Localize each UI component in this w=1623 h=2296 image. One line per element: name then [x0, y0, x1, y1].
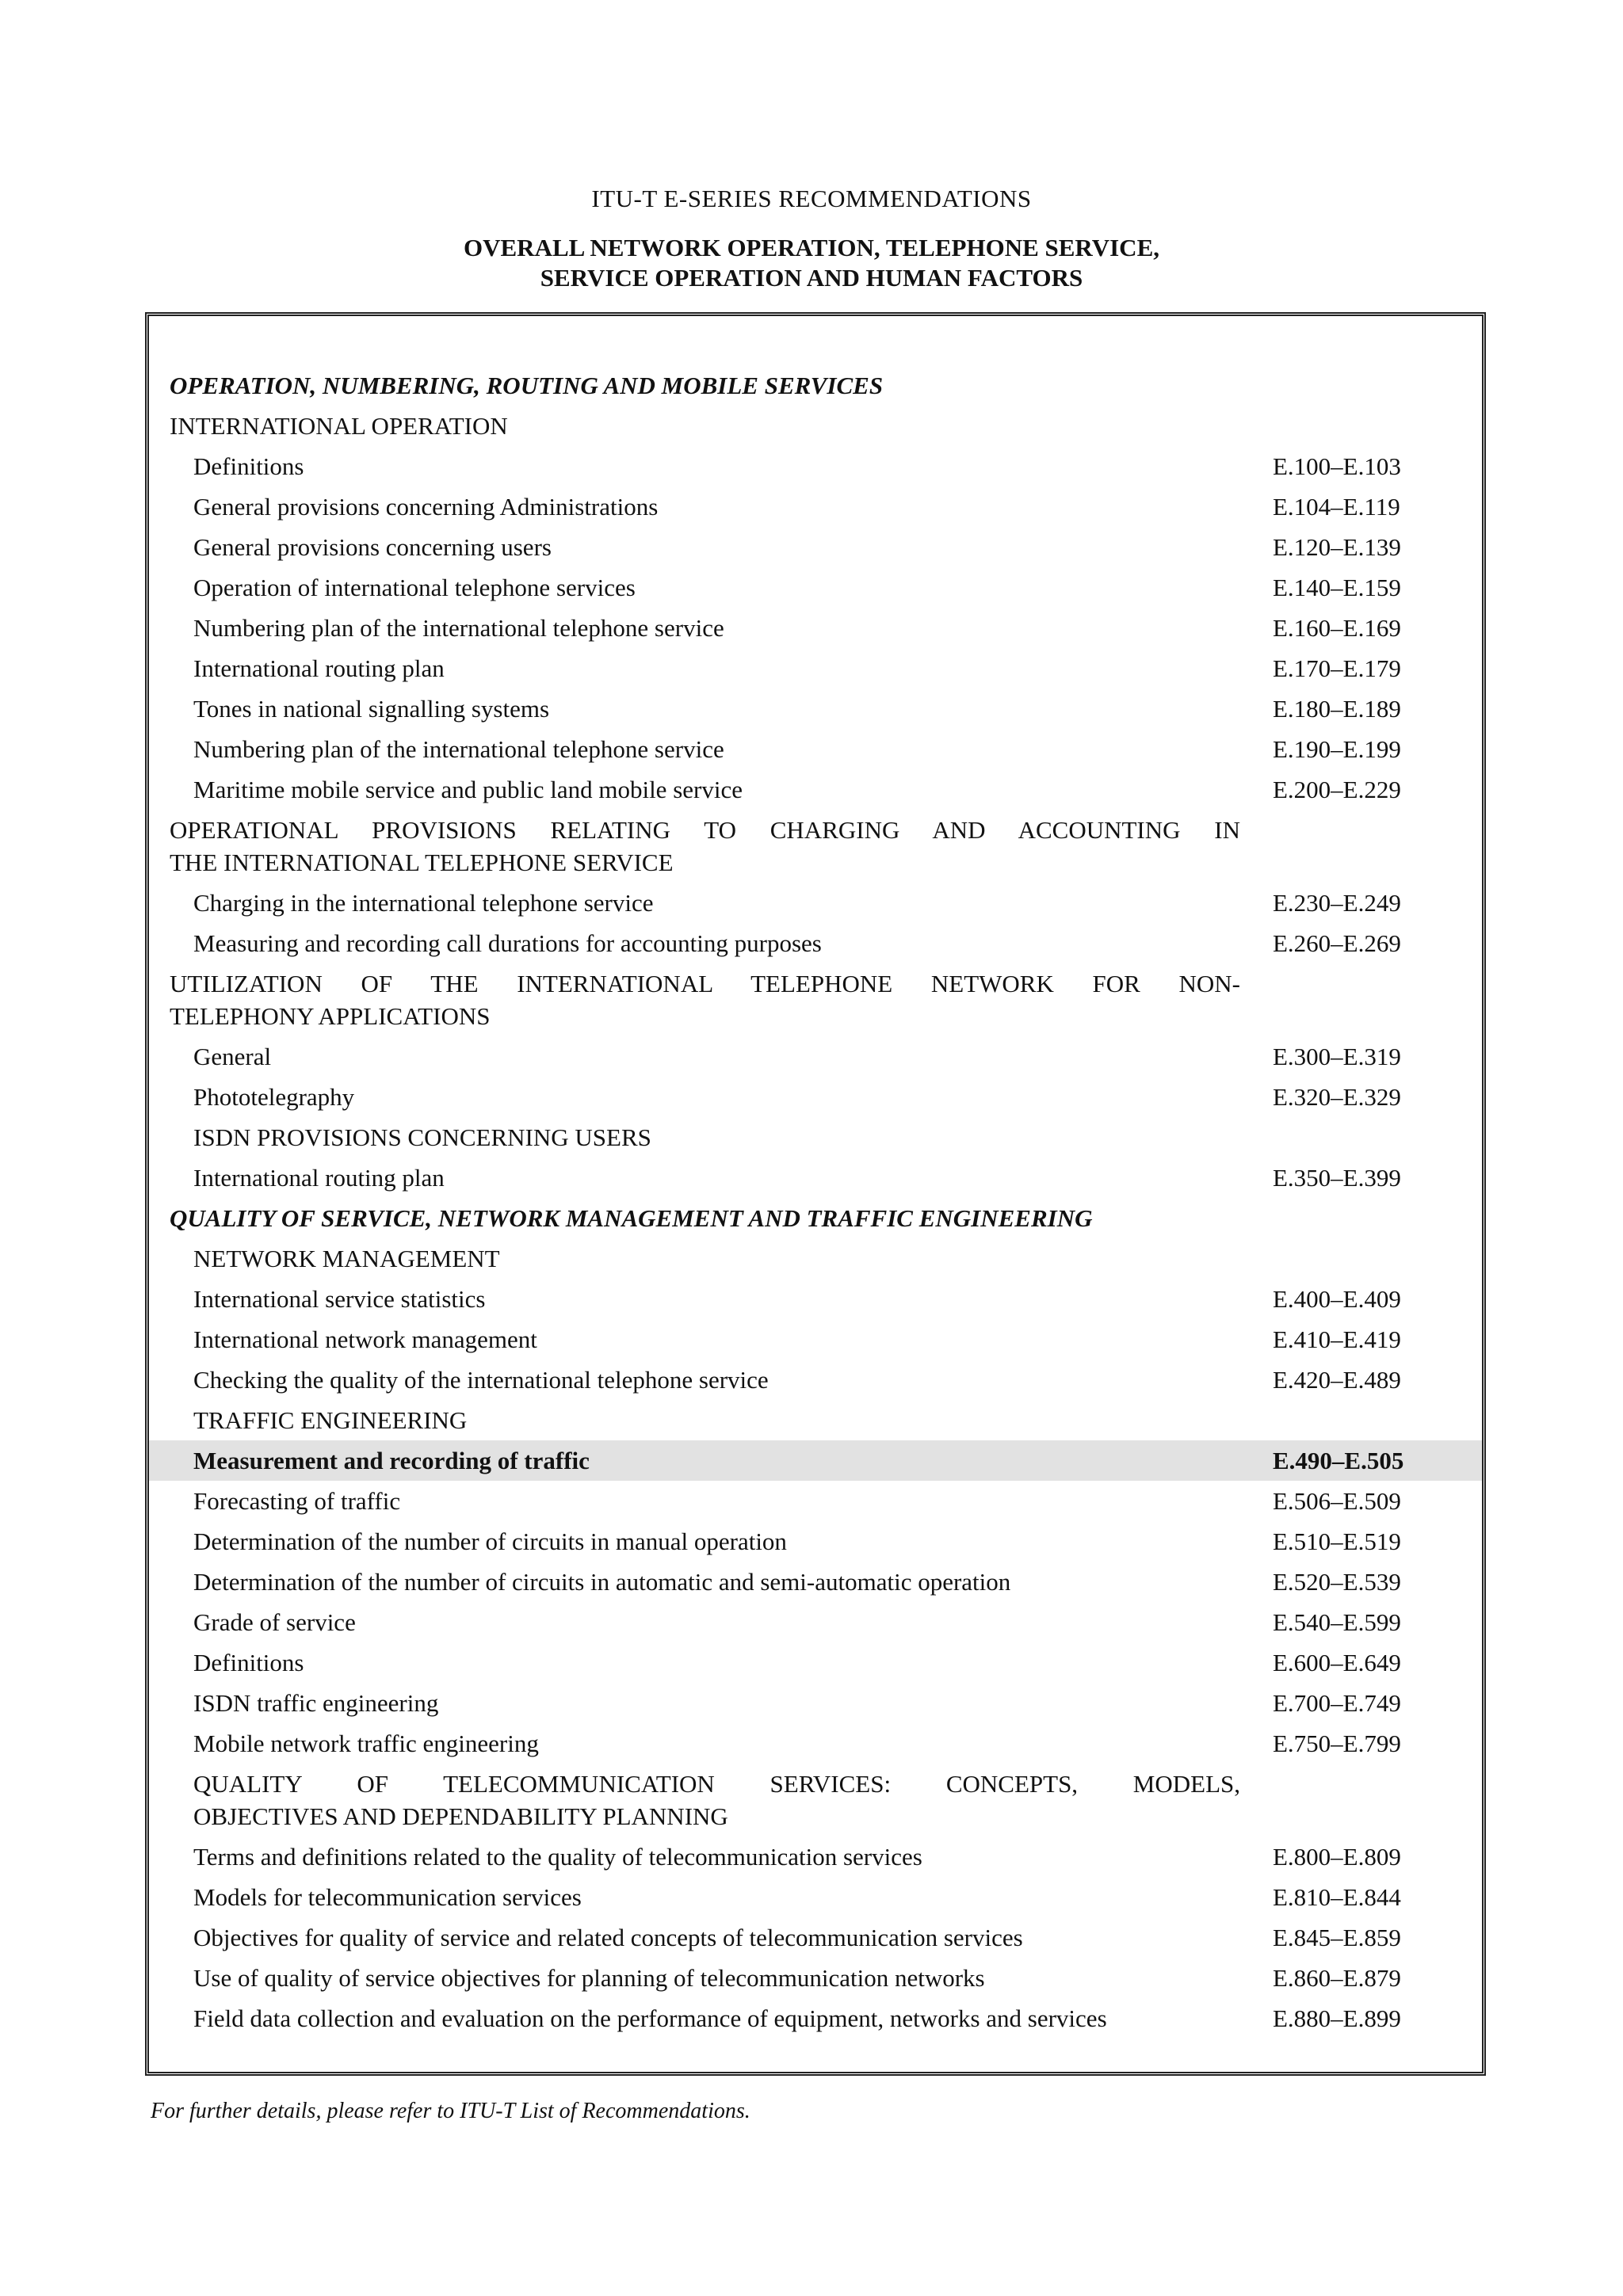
- recommendation-row: [149, 1998, 1482, 2039]
- series-subtitle: [0, 233, 1623, 293]
- section-heading: [149, 406, 1482, 446]
- row-label: [149, 814, 1240, 879]
- row-label: Tones in national signalling systems: [193, 695, 550, 723]
- recommendation-range: E.520–E.539: [1273, 1568, 1401, 1596]
- recommendation-range: E.540–E.599: [1273, 1608, 1401, 1636]
- section-heading: [149, 1400, 1482, 1440]
- row-label: INTERNATIONAL OPERATION: [170, 412, 508, 440]
- row-label: International network management: [193, 1325, 537, 1353]
- recommendation-row: [149, 1158, 1482, 1198]
- row-label-line: THE INTERNATIONAL TELEPHONE SERVICE: [170, 849, 674, 876]
- row-label-line: UTILIZATION OF THE INTERNATIONAL TELEPHONE NETWORK FOR NON-: [170, 970, 1240, 997]
- table-rows: [149, 365, 1482, 2039]
- recommendation-range: E.120–E.139: [1273, 533, 1401, 561]
- row-label: Operation of international telephone services: [193, 574, 636, 601]
- recommendation-range: E.506–E.509: [1273, 1487, 1401, 1515]
- recommendation-row: [149, 1958, 1482, 1998]
- part-heading: [149, 365, 1482, 406]
- row-label: Definitions: [193, 452, 304, 480]
- row-label: Phototelegraphy: [193, 1083, 355, 1111]
- recommendation-range: E.880–E.899: [1273, 2004, 1401, 2032]
- recommendation-range: E.200–E.229: [1273, 776, 1401, 803]
- subtitle-line-2: SERVICE OPERATION AND HUMAN FACTORS: [540, 264, 1083, 292]
- subtitle-line-1: OVERALL NETWORK OPERATION, TELEPHONE SERVICE,: [464, 234, 1159, 261]
- recommendation-row: [149, 608, 1482, 648]
- recommendation-row-current: [149, 1440, 1482, 1481]
- row-label: International service statistics: [193, 1285, 486, 1313]
- row-label: NETWORK MANAGEMENT: [193, 1245, 500, 1272]
- row-label: Determination of the number of circuits in manual operation: [193, 1527, 787, 1555]
- row-label: Definitions: [193, 1649, 304, 1676]
- recommendation-range: E.100–E.103: [1273, 452, 1401, 480]
- recommendation-row: [149, 769, 1482, 810]
- section-heading: [149, 1238, 1482, 1279]
- row-label: Determination of the number of circuits in automatic and semi-automatic operation: [193, 1568, 1011, 1596]
- recommendation-range: E.845–E.859: [1273, 1924, 1401, 1951]
- row-label-line: OBJECTIVES AND DEPENDABILITY PLANNING: [193, 1802, 728, 1830]
- row-label: Measuring and recording call durations for accounting purposes: [193, 929, 822, 957]
- row-label: Checking the quality of the international telephone service: [193, 1366, 769, 1394]
- row-label-line: QUALITY OF TELECOMMUNICATION SERVICES: CONCEPTS, MODELS,: [193, 1770, 1240, 1798]
- recommendation-range: E.260–E.269: [1273, 929, 1401, 957]
- recommendation-range: E.160–E.169: [1273, 614, 1401, 642]
- recommendation-range: E.350–E.399: [1273, 1164, 1401, 1192]
- recommendation-row: [149, 1683, 1482, 1723]
- recommendation-range: E.300–E.319: [1273, 1043, 1401, 1070]
- section-heading: [149, 1764, 1482, 1836]
- row-label: Forecasting of traffic: [193, 1487, 401, 1515]
- row-label-line: OPERATIONAL PROVISIONS RELATING TO CHARGING AND ACCOUNTING IN: [170, 816, 1240, 844]
- recommendation-range: E.170–E.179: [1273, 654, 1401, 682]
- recommendation-range: E.750–E.799: [1273, 1730, 1401, 1757]
- recommendation-row: [149, 1521, 1482, 1562]
- recommendation-row: [149, 1036, 1482, 1077]
- row-label: ISDN PROVISIONS CONCERNING USERS: [193, 1123, 651, 1151]
- row-label: Models for telecommunication services: [193, 1883, 582, 1911]
- recommendation-row: [149, 729, 1482, 769]
- row-label: Objectives for quality of service and related concepts of telecommunication services: [193, 1924, 1023, 1951]
- row-label: [149, 967, 1240, 1032]
- row-label: TRAFFIC ENGINEERING: [193, 1406, 468, 1434]
- recommendation-range: E.800–E.809: [1273, 1843, 1401, 1871]
- row-label: International routing plan: [193, 654, 445, 682]
- section-heading: [149, 963, 1482, 1036]
- footnote: For further details, please refer to ITU-T List of Recommendations.: [151, 2099, 750, 2123]
- recommendation-row: [149, 1723, 1482, 1764]
- recommendation-row: [149, 567, 1482, 608]
- row-label: Numbering plan of the international telephone service: [193, 614, 724, 642]
- recommendation-row: [149, 527, 1482, 567]
- recommendation-range: E.104–E.119: [1273, 493, 1400, 521]
- recommendation-row: [149, 1642, 1482, 1683]
- recommendation-range: E.140–E.159: [1273, 574, 1401, 601]
- row-label: OPERATION, NUMBERING, ROUTING AND MOBILE SERVICES: [170, 372, 884, 399]
- recommendation-range: E.490–E.505: [1273, 1447, 1404, 1474]
- recommendation-range: E.190–E.199: [1273, 735, 1401, 763]
- recommendation-row: [149, 1077, 1482, 1117]
- recommendations-table: [145, 312, 1486, 2076]
- recommendation-row: [149, 688, 1482, 729]
- row-label: Charging in the international telephone service: [193, 889, 654, 917]
- recommendation-row: [149, 648, 1482, 688]
- recommendation-row: [149, 883, 1482, 923]
- recommendation-range: E.180–E.189: [1273, 695, 1401, 723]
- recommendation-row: [149, 1279, 1482, 1319]
- row-label: Grade of service: [193, 1608, 356, 1636]
- row-label-line: TELEPHONY APPLICATIONS: [170, 1002, 491, 1030]
- recommendation-row: [149, 1481, 1482, 1521]
- recommendation-range: E.400–E.409: [1273, 1285, 1401, 1313]
- row-label: Maritime mobile service and public land mobile service: [193, 776, 743, 803]
- series-title: ITU-T E-SERIES RECOMMENDATIONS: [591, 185, 1032, 212]
- recommendation-range: E.410–E.419: [1273, 1325, 1401, 1353]
- recommendation-row: [149, 1602, 1482, 1642]
- row-label: General provisions concerning users: [193, 533, 552, 561]
- row-label: General provisions concerning Administrations: [193, 493, 659, 521]
- part-heading: [149, 1198, 1482, 1238]
- row-label: International routing plan: [193, 1164, 445, 1192]
- recommendation-row: [149, 1917, 1482, 1958]
- row-label: ISDN traffic engineering: [193, 1689, 439, 1717]
- recommendation-row: [149, 923, 1482, 963]
- row-label: QUALITY OF SERVICE, NETWORK MANAGEMENT AND TRAFFIC ENGINEERING: [170, 1204, 1093, 1232]
- recommendation-row: [149, 486, 1482, 527]
- recommendation-row: [149, 446, 1482, 486]
- row-label: [149, 1768, 1240, 1833]
- section-heading: [149, 1117, 1482, 1158]
- recommendation-range: E.860–E.879: [1273, 1964, 1401, 1992]
- recommendation-range: E.810–E.844: [1273, 1883, 1401, 1911]
- recommendation-row: [149, 1319, 1482, 1360]
- section-heading: [149, 810, 1482, 883]
- recommendation-range: E.510–E.519: [1273, 1527, 1401, 1555]
- row-label: Field data collection and evaluation on the performance of equipment, networks and services: [193, 2004, 1107, 2032]
- recommendation-row: [149, 1360, 1482, 1400]
- row-label: General: [193, 1043, 272, 1070]
- row-label: Mobile network traffic engineering: [193, 1730, 539, 1757]
- recommendation-range: E.230–E.249: [1273, 889, 1401, 917]
- recommendation-range: E.600–E.649: [1273, 1649, 1401, 1676]
- recommendation-range: E.320–E.329: [1273, 1083, 1401, 1111]
- recommendation-row: [149, 1836, 1482, 1877]
- recommendation-row: [149, 1562, 1482, 1602]
- row-label: Use of quality of service objectives for planning of telecommunication networks: [193, 1964, 985, 1992]
- row-label: Numbering plan of the international telephone service: [193, 735, 724, 763]
- recommendation-range: E.700–E.749: [1273, 1689, 1401, 1717]
- row-label: Terms and definitions related to the quality of telecommunication services: [193, 1843, 922, 1871]
- recommendation-range: E.420–E.489: [1273, 1366, 1401, 1394]
- recommendation-row: [149, 1877, 1482, 1917]
- row-label: Measurement and recording of traffic: [193, 1447, 590, 1474]
